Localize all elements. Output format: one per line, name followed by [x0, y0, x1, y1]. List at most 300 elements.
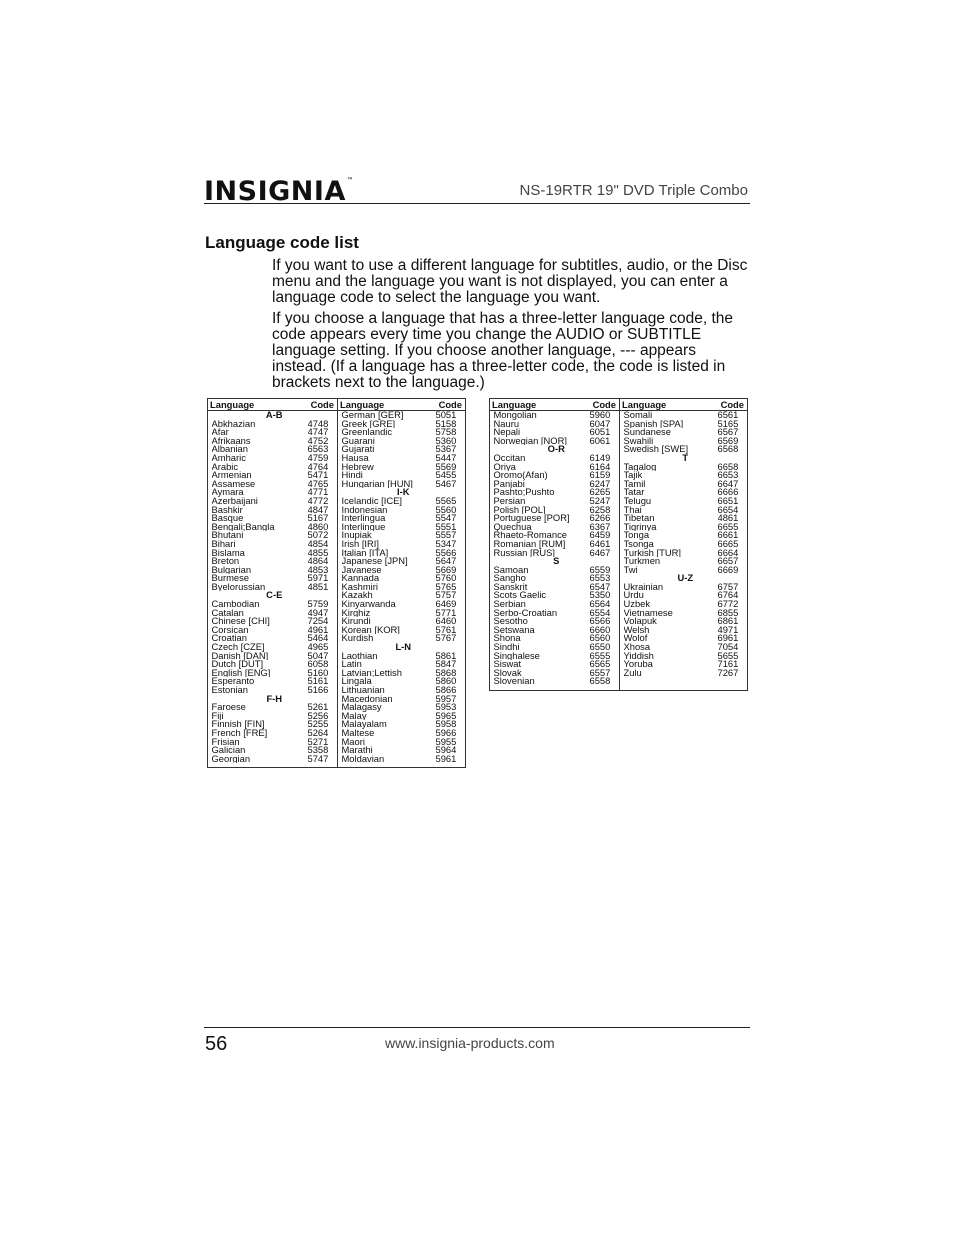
language-code: 5158	[435, 419, 457, 429]
table-row	[490, 600, 748, 609]
language-name: Japanese [JPN]	[341, 557, 408, 566]
language-code: 6567	[717, 428, 739, 437]
intro-paragraph-2: If you choose a language that has a three-letter language code, the code appears every time you change the AUDIO or SUBTITLE language setting. If you choose another language, --- appears instead. (If a language has a three-letter code, the code is listed in brackets next to the language.)	[272, 310, 734, 391]
cell-pad	[208, 763, 338, 768]
language-code: 5861	[435, 651, 457, 661]
language-code: 7267	[717, 668, 739, 678]
language-name: Czech [CZE]	[211, 643, 265, 652]
language-code: 5455	[435, 471, 457, 480]
language-code: 4847	[307, 505, 329, 515]
language-code: 6265	[589, 488, 611, 497]
empty-cell	[624, 677, 718, 686]
table-row	[490, 643, 748, 652]
empty-cell	[718, 677, 748, 686]
language-code: 5647	[435, 557, 457, 566]
language-code-table-right	[489, 398, 748, 691]
language-name: Slovenian	[493, 677, 535, 686]
language-code: 6669	[717, 565, 739, 575]
language-name: Danish [DAN]	[211, 651, 269, 661]
table-row	[490, 420, 748, 429]
language-name: Kinyarwanda	[341, 600, 396, 609]
language-name: Occitan	[493, 453, 526, 463]
language-code: 6164	[589, 462, 611, 472]
table-row	[208, 729, 466, 738]
language-name: Pashto;Pushto	[493, 488, 555, 497]
table-header-row	[208, 399, 466, 411]
language-code: 5271	[307, 737, 329, 747]
table-row	[208, 634, 466, 643]
language-name: Malayalam	[341, 720, 387, 729]
language-name: Norwegian [NOR]	[493, 436, 567, 446]
table-row	[208, 480, 466, 489]
language-name: Uzbek	[623, 600, 651, 609]
table-bottom-pad	[490, 686, 748, 691]
language-name: Albanian	[211, 445, 248, 454]
language-name: Finnish [FIN]	[211, 720, 265, 729]
language-name: Spanish [SPA]	[623, 419, 684, 429]
group-heading: I-K	[397, 488, 410, 497]
language-code: 5953	[435, 703, 457, 712]
trademark-symbol: ™	[346, 177, 354, 184]
language-code: 6061	[589, 436, 611, 446]
language-code: 6467	[589, 548, 611, 558]
language-name: Oromo(Afan)	[493, 471, 548, 480]
table-row	[490, 437, 748, 446]
language-code: 6665	[717, 539, 739, 549]
language-code: 6553	[589, 574, 611, 583]
cell-pad	[490, 686, 620, 691]
table-row	[490, 591, 748, 600]
language-name: Turkish [TUR]	[623, 548, 681, 558]
language-name: Nauru	[493, 419, 520, 429]
language-name: Serbo-Croatian	[493, 608, 558, 618]
language-code: 6159	[589, 471, 611, 480]
language-code: 6772	[717, 600, 739, 609]
language-code: 5759	[307, 600, 329, 609]
language-name: Cambodian	[211, 600, 260, 609]
language-name: Quechua	[493, 522, 532, 532]
language-code: 5958	[435, 720, 457, 729]
language-name: Turkmen	[623, 557, 661, 566]
language-code: 6655	[717, 522, 739, 532]
table-row	[490, 626, 748, 635]
group-heading: O-R	[547, 445, 565, 454]
language-name: Slovak	[493, 668, 522, 678]
header-code: Code	[590, 399, 620, 411]
language-name: Swedish [SWE]	[623, 445, 689, 454]
language-code: 5464	[307, 634, 329, 644]
language-code: 5165	[717, 419, 739, 429]
language-code: 7254	[307, 617, 329, 626]
language-code: 5347	[435, 539, 457, 549]
language-name: Guarani	[341, 436, 375, 446]
language-code: 5868	[435, 668, 457, 678]
language-name: Assamese	[211, 479, 256, 489]
language-name: Javanese	[341, 565, 382, 575]
language-name: Siswat	[493, 660, 522, 669]
language-code: 5569	[435, 462, 457, 472]
table-row	[490, 557, 748, 566]
group-heading: L-N	[395, 643, 412, 652]
language-code: 5964	[435, 746, 457, 755]
language-code: 4853	[307, 565, 329, 575]
language-name: Yoruba	[623, 660, 653, 669]
group-heading: U-Z	[677, 574, 694, 583]
language-code: 5557	[435, 531, 457, 540]
language-name: Urdu	[623, 591, 644, 601]
group-heading: F-H	[266, 694, 283, 704]
language-code: 4961	[307, 625, 329, 635]
table-header-row	[490, 399, 748, 411]
table-row	[490, 480, 748, 489]
language-code: 5957	[435, 694, 457, 704]
language-name: Frisian	[211, 737, 240, 747]
language-code: 5760	[435, 574, 457, 583]
language-code: 5547	[435, 514, 457, 523]
language-name: Sundanese	[623, 428, 671, 437]
language-code: 6647	[717, 479, 739, 489]
language-name: Faroese	[211, 703, 246, 712]
language-name: Tonga	[623, 531, 650, 540]
language-name: Malay	[341, 711, 367, 721]
language-name: Sangho	[493, 574, 526, 583]
language-name: Kurdish	[341, 634, 374, 644]
language-name: Tagalog	[623, 462, 657, 472]
table-row	[490, 463, 748, 472]
language-name: Panjabi	[493, 479, 525, 489]
language-code: 4965	[307, 643, 329, 652]
language-code: 5761	[435, 625, 457, 635]
language-code: 5447	[435, 453, 457, 463]
table-row	[208, 420, 466, 429]
language-code: 5471	[307, 471, 329, 480]
language-name: Latin	[341, 660, 362, 669]
language-name: Indonesian	[341, 505, 388, 515]
language-name: Zulu	[623, 668, 642, 678]
language-name: Russian [RUS]	[493, 548, 555, 558]
language-code: 5261	[307, 703, 329, 712]
table-row	[208, 428, 466, 437]
language-code: 4851	[307, 582, 329, 592]
language-name: Serbian	[493, 600, 526, 609]
language-code: 6561	[717, 410, 739, 420]
footer-url: www.insignia-products.com	[385, 1035, 555, 1051]
language-code: 5866	[435, 686, 457, 695]
language-code: 6654	[717, 505, 739, 515]
language-name: Malagasy	[341, 703, 382, 712]
language-name: Sindhi	[493, 643, 520, 652]
language-code: 5771	[435, 608, 457, 618]
language-name: Oriya	[493, 462, 516, 472]
language-name: Kirundi	[341, 617, 371, 626]
language-name: Maori	[341, 737, 365, 747]
language-name: Kannada	[341, 574, 380, 583]
language-name: Singhalese	[493, 651, 540, 661]
table-row	[208, 574, 466, 583]
language-code: 5765	[435, 582, 457, 592]
table-row	[490, 514, 748, 523]
language-code: 6565	[589, 660, 611, 669]
language-name: Tajik	[623, 471, 643, 480]
table-row	[490, 609, 748, 618]
language-name: Lithuanian	[341, 686, 385, 695]
table-row	[208, 531, 466, 540]
table-row	[490, 660, 748, 669]
table-row	[490, 549, 748, 558]
table-row	[208, 566, 466, 575]
header-rule	[204, 203, 750, 204]
language-code: 5051	[435, 410, 457, 420]
language-code: 5758	[435, 428, 457, 437]
language-name: Vietnamese	[623, 608, 673, 618]
table-row	[208, 652, 466, 661]
language-code: 5047	[307, 651, 329, 661]
language-name: Sanskrit	[493, 582, 528, 592]
table-row	[490, 471, 748, 480]
table-row	[208, 549, 466, 558]
language-code: 4971	[717, 625, 739, 635]
language-name: Bhutani	[211, 531, 244, 540]
language-name: Macedonian	[341, 694, 393, 704]
language-name: Tibetan	[623, 514, 655, 523]
header-language: Language	[490, 399, 590, 411]
language-code: 5350	[589, 591, 611, 601]
language-name: Setswana	[493, 625, 535, 635]
language-name: Greek [GRE]	[341, 419, 396, 429]
language-code: 4864	[307, 557, 329, 566]
intro-paragraph-1: If you want to use a different language for subtitles, audio, or the Disc menu and the language you want is not displayed, you can enter a language code to select the language you want.	[272, 257, 748, 306]
language-name: Twi	[623, 565, 638, 575]
table-row	[490, 677, 748, 686]
language-name: Abkhazian	[211, 419, 256, 429]
language-code: 6459	[589, 531, 611, 540]
language-name: Kashmiri	[341, 582, 378, 592]
header-title: NS-19RTR 19" DVD Triple Combo	[519, 182, 748, 199]
intro-text	[272, 258, 750, 396]
language-name: English [ENG]	[211, 668, 271, 678]
language-name: Yiddish	[623, 651, 654, 661]
language-name: Rhaeto-Romance	[493, 531, 567, 540]
language-name: Armenian	[211, 471, 252, 480]
table-row	[208, 626, 466, 635]
table-row	[208, 686, 466, 695]
language-code: 4752	[307, 436, 329, 446]
language-name: Interlingue	[341, 522, 386, 532]
table-row	[490, 540, 748, 549]
language-name: Burmese	[211, 574, 250, 583]
language-code: 6367	[589, 522, 611, 532]
table-row	[208, 497, 466, 506]
language-name: Azerbaijani	[211, 496, 258, 506]
language-name: Romanian [RUM]	[493, 539, 566, 549]
language-code: 5961	[435, 754, 457, 764]
language-name: Laothian	[341, 651, 378, 661]
language-name: Afar	[211, 428, 229, 437]
language-code: 6661	[717, 531, 739, 540]
language-code: 6460	[435, 617, 457, 626]
language-name: Galician	[211, 746, 246, 755]
language-code: 6558	[589, 677, 611, 686]
language-code: 6653	[717, 471, 739, 480]
language-name: Wolof	[623, 634, 648, 644]
language-code: 6651	[717, 496, 739, 506]
language-code: 5860	[435, 677, 457, 686]
language-code: 5358	[307, 746, 329, 755]
language-name: Bihari	[211, 539, 236, 549]
language-name: Interlingua	[341, 514, 386, 523]
language-name: Portuguese [POR]	[493, 514, 570, 523]
language-code: 6961	[717, 634, 739, 644]
language-code: 4855	[307, 548, 329, 558]
language-code: 5757	[435, 591, 457, 601]
table-bottom-pad	[208, 763, 466, 768]
table-row	[490, 669, 748, 678]
language-name: Kazakh	[341, 591, 373, 601]
language-code: 5565	[435, 496, 457, 506]
language-name: Swahili	[623, 436, 654, 446]
language-name: Polish [POL]	[493, 505, 546, 515]
language-code: 5669	[435, 565, 457, 575]
language-name: Mongolian	[493, 410, 537, 420]
language-name: Aymara	[211, 488, 244, 497]
language-code: 7054	[717, 643, 739, 652]
table-row	[490, 574, 748, 583]
table-row	[490, 583, 748, 592]
language-code: 6666	[717, 488, 739, 497]
table-row	[490, 531, 748, 540]
language-name: Hungarian [HUN]	[341, 479, 413, 489]
language-name: Latvian;Lettish	[341, 668, 402, 678]
language-name: Xhosa	[623, 643, 651, 652]
language-name: Tamil	[623, 479, 646, 489]
table-row	[208, 591, 466, 600]
table-row	[208, 677, 466, 686]
language-name: Korean [KOR]	[341, 625, 400, 635]
table-row	[490, 506, 748, 515]
language-code: 6469	[435, 600, 457, 609]
language-code: 5971	[307, 574, 329, 583]
language-code: 6461	[589, 539, 611, 549]
table-row	[208, 557, 466, 566]
language-code: 6563	[307, 445, 329, 454]
table-row	[208, 643, 466, 652]
language-code: 6266	[589, 514, 611, 523]
table-row	[208, 463, 466, 472]
table-row	[208, 411, 466, 420]
language-code: 5747	[307, 754, 329, 764]
language-name: Persian	[493, 496, 526, 506]
table-row	[490, 411, 748, 420]
language-code: 6258	[589, 505, 611, 515]
language-code: 6657	[717, 557, 739, 566]
header-code: Code	[718, 399, 748, 411]
language-code: 6555	[589, 651, 611, 661]
language-code: 4860	[307, 522, 329, 532]
language-code: 6058	[307, 660, 329, 669]
language-code: 6051	[589, 428, 611, 437]
language-code: 6568	[717, 445, 739, 454]
language-name: Welsh	[623, 625, 650, 635]
header-code: Code	[436, 399, 466, 411]
language-name: Basque	[211, 514, 244, 523]
language-code: 6557	[589, 668, 611, 678]
language-code: 7161	[717, 660, 739, 669]
table-row	[208, 609, 466, 618]
language-code: 5966	[435, 728, 457, 738]
language-name: Tigrinya	[623, 522, 657, 532]
language-code: 6564	[589, 600, 611, 609]
language-code: 5247	[589, 496, 611, 506]
table-row	[208, 738, 466, 747]
table-row	[208, 437, 466, 446]
language-name: Byelorussian	[211, 582, 266, 592]
language-code: 5166	[307, 686, 329, 695]
language-name: Tsonga	[623, 539, 654, 549]
language-code: 6560	[589, 634, 611, 644]
language-code: 6554	[589, 608, 611, 618]
table-row	[490, 428, 748, 437]
header-language: Language	[208, 399, 308, 411]
table-row	[208, 506, 466, 515]
table-row	[490, 634, 748, 643]
language-name: Moldavian	[341, 754, 385, 764]
language-code: 5551	[435, 522, 457, 532]
table-row	[208, 523, 466, 532]
language-name: Chinese [CHI]	[211, 617, 270, 626]
language-name: Thai	[623, 505, 642, 515]
language-name: Marathi	[341, 746, 373, 755]
language-name: Bislama	[211, 548, 245, 558]
language-name: Somali	[623, 410, 653, 420]
language-code-table-left	[207, 398, 466, 768]
language-code: 4759	[307, 453, 329, 463]
language-name: Breton	[211, 557, 240, 566]
language-code: 6861	[717, 617, 739, 626]
language-name: Tatar	[623, 488, 645, 497]
language-code: 4861	[717, 514, 739, 523]
language-name: Estonian	[211, 686, 248, 695]
group-heading: T	[682, 453, 689, 463]
language-name: Shona	[493, 634, 521, 644]
language-name: Dutch [DUT]	[211, 660, 264, 669]
language-code: 6658	[717, 462, 739, 472]
language-code: 5960	[589, 410, 611, 420]
language-code: 5264	[307, 728, 329, 738]
language-name: Gujarati	[341, 445, 375, 454]
cell-pad	[620, 686, 748, 691]
header-language: Language	[338, 399, 436, 411]
language-name: Fiji	[211, 711, 224, 721]
language-name: Croatian	[211, 634, 247, 644]
language-name: Hebrew	[341, 462, 374, 472]
table-row	[208, 471, 466, 480]
language-name: Catalan	[211, 608, 244, 618]
language-code: 6047	[589, 419, 611, 429]
language-name: Scots Gaelic	[493, 591, 547, 601]
table-row	[208, 454, 466, 463]
group-heading: S	[553, 557, 560, 566]
group-heading: A-B	[265, 410, 283, 420]
language-code: 4772	[307, 496, 329, 506]
language-name: Bengali;Bangla	[211, 522, 275, 532]
language-name: Bulgarian	[211, 565, 252, 575]
language-name: Bashkir	[211, 505, 243, 515]
language-name: Icelandic [ICE]	[341, 496, 402, 506]
language-code: 5255	[307, 720, 329, 729]
language-name: German [GER]	[341, 410, 404, 420]
language-code: 6547	[589, 582, 611, 592]
language-code: 5072	[307, 531, 329, 540]
